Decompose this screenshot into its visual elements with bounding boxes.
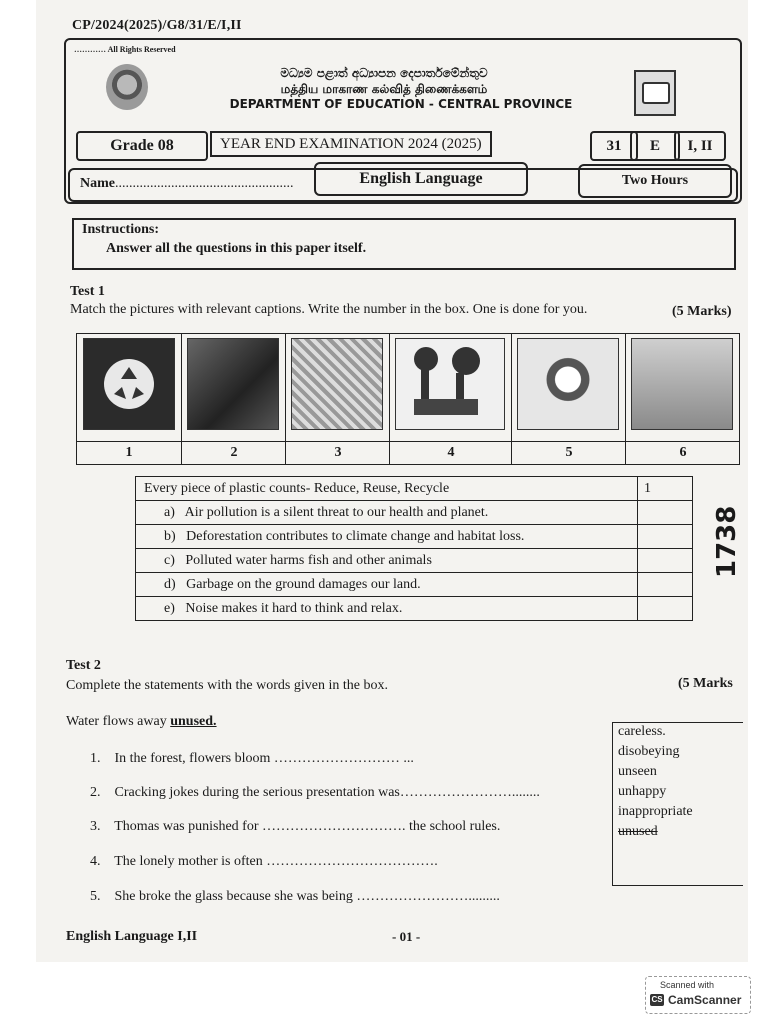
caption-letter: c) xyxy=(164,552,175,568)
picture-number: 6 xyxy=(625,441,740,464)
title-tamil: மத்திய மாகாண கல்வித் திணைக்களம் xyxy=(280,82,488,96)
picture-number: 3 xyxy=(285,441,390,464)
caption-letter: a) xyxy=(164,504,175,520)
name-field[interactable] xyxy=(80,176,294,192)
table-row xyxy=(136,549,693,573)
caption-text: Garbage on the ground damages our land. xyxy=(186,576,421,592)
test2-marks: (5 Marks xyxy=(678,676,733,691)
question-text: In the forest, flowers bloom ……………………… ... xyxy=(114,751,414,766)
caption-text: Noise makes it hard to think and relax. xyxy=(185,600,403,616)
question-item[interactable] xyxy=(90,854,438,870)
rights-line: ………… All Rights Reserved xyxy=(74,45,176,54)
answer-box[interactable] xyxy=(638,501,693,525)
caption-cell xyxy=(136,501,638,525)
title-sinhala: මධ්‍යම පළාත් අධ්‍යාපන දෙපාර්තමේන්තුව xyxy=(280,66,488,80)
caption-text: Deforestation contributes to climate change and habitat loss. xyxy=(186,528,525,544)
example-prefix: Water flows away xyxy=(66,714,167,729)
question-number: 5. xyxy=(90,889,101,904)
picture-6 xyxy=(625,334,739,444)
picture-number: 2 xyxy=(181,441,286,464)
deforestation-icon xyxy=(631,338,733,430)
question-item[interactable] xyxy=(90,889,500,905)
picture-number: 5 xyxy=(511,441,626,464)
code-e: E xyxy=(630,131,680,161)
caption-letter: d) xyxy=(164,576,176,592)
question-number: 3. xyxy=(90,819,101,834)
question-text: Thomas was punished for …………………………. the school rules. xyxy=(114,819,501,834)
picture-1 xyxy=(77,334,182,444)
footer-subject: English Language I,II xyxy=(66,929,198,944)
table-row xyxy=(136,477,693,501)
test2-heading: Test 2 xyxy=(66,658,101,673)
table-row xyxy=(136,501,693,525)
word-option: disobeying xyxy=(618,744,680,759)
recycle-icon xyxy=(83,338,175,430)
question-text: She broke the glass because she was being ……………………......... xyxy=(114,889,500,904)
caption-text: Air pollution is a silent threat to our health and planet. xyxy=(184,504,489,520)
side-number: 1738 xyxy=(712,505,742,578)
picture-number: 4 xyxy=(389,441,512,464)
scanner-line1: Scanned with xyxy=(660,980,715,990)
caption-letter: b) xyxy=(164,528,176,544)
polluted-fish-icon xyxy=(187,338,279,430)
caption-text: Polluted water harms fish and other animals xyxy=(185,552,432,568)
camscanner-icon: CS xyxy=(651,995,663,1004)
test1-heading: Test 1 xyxy=(70,284,105,299)
caption-cell xyxy=(136,525,638,549)
noise-scream-icon xyxy=(517,338,619,430)
caption-example xyxy=(136,477,638,501)
factory-smoke-icon xyxy=(395,338,505,430)
example-sentence xyxy=(66,714,217,730)
page-number: - 01 - xyxy=(392,929,421,944)
question-item[interactable] xyxy=(90,751,414,767)
question-number: 1. xyxy=(90,751,101,766)
caption-cell xyxy=(136,573,638,597)
answer-box[interactable]: 1 xyxy=(638,477,693,501)
word-option: inappropriate xyxy=(618,804,693,819)
question-text: The lonely mother is often ………………………………. xyxy=(114,854,438,869)
department-name: DEPARTMENT OF EDUCATION - CENTRAL PROVINCE xyxy=(229,97,573,111)
paper-code: CP/2024(2025)/G8/31/E/I,II xyxy=(72,18,242,33)
caption-letter: e) xyxy=(164,600,175,616)
grade-label: Grade 08 xyxy=(76,131,208,161)
caption-text: Every piece of plastic counts- Reduce, Reuse, Recycle xyxy=(144,480,450,496)
test2-prompt: Complete the statements with the words given in the box. xyxy=(66,678,388,693)
picture-number: 1 xyxy=(77,441,181,464)
duration-box: Two Hours xyxy=(578,164,732,198)
name-dots: ................................................... xyxy=(115,176,294,191)
answer-box[interactable] xyxy=(638,549,693,573)
answer-box[interactable] xyxy=(638,525,693,549)
picture-4 xyxy=(389,334,512,444)
picture-strip xyxy=(76,333,740,465)
question-item[interactable] xyxy=(90,819,500,835)
picture-3 xyxy=(285,334,390,444)
instructions-text: Answer all the questions in this paper itself. xyxy=(106,241,367,256)
name-label: Name xyxy=(80,176,115,191)
rights-text: All Rights Reserved xyxy=(107,45,176,54)
test1-prompt: Match the pictures with relevant captions. Write the number in the box. One is done for you. xyxy=(70,302,588,317)
scanner-line2: CamScanner xyxy=(668,993,742,1007)
word-option-used: unused xyxy=(618,824,658,839)
caption-cell xyxy=(136,597,638,621)
question-number: 4. xyxy=(90,854,101,869)
table-row xyxy=(136,525,693,549)
department-logo-icon xyxy=(634,70,676,116)
code-parts: I, II xyxy=(674,131,726,161)
question-item[interactable] xyxy=(90,785,540,801)
instructions-heading: Instructions: xyxy=(82,222,160,237)
exam-title: YEAR END EXAMINATION 2024 (2025) xyxy=(210,131,492,157)
test1-marks: (5 Marks) xyxy=(672,304,732,319)
garbage-pile-icon xyxy=(291,338,383,430)
captions-table xyxy=(135,476,693,621)
subject-box: English Language xyxy=(314,162,528,196)
caption-cell xyxy=(136,549,638,573)
code-31: 31 xyxy=(590,131,638,161)
table-row xyxy=(136,573,693,597)
question-number: 2. xyxy=(90,785,101,800)
picture-2 xyxy=(181,334,286,444)
table-row xyxy=(136,597,693,621)
question-text: Cracking jokes during the serious presentation was……………………........ xyxy=(114,785,540,800)
picture-5 xyxy=(511,334,626,444)
word-option: unhappy xyxy=(618,784,667,799)
word-option: careless. xyxy=(618,724,666,739)
exam-title-box xyxy=(210,131,582,157)
answer-box[interactable] xyxy=(638,573,693,597)
answer-box[interactable] xyxy=(638,597,693,621)
example-word: unused. xyxy=(170,714,217,729)
word-option: unseen xyxy=(618,764,657,779)
